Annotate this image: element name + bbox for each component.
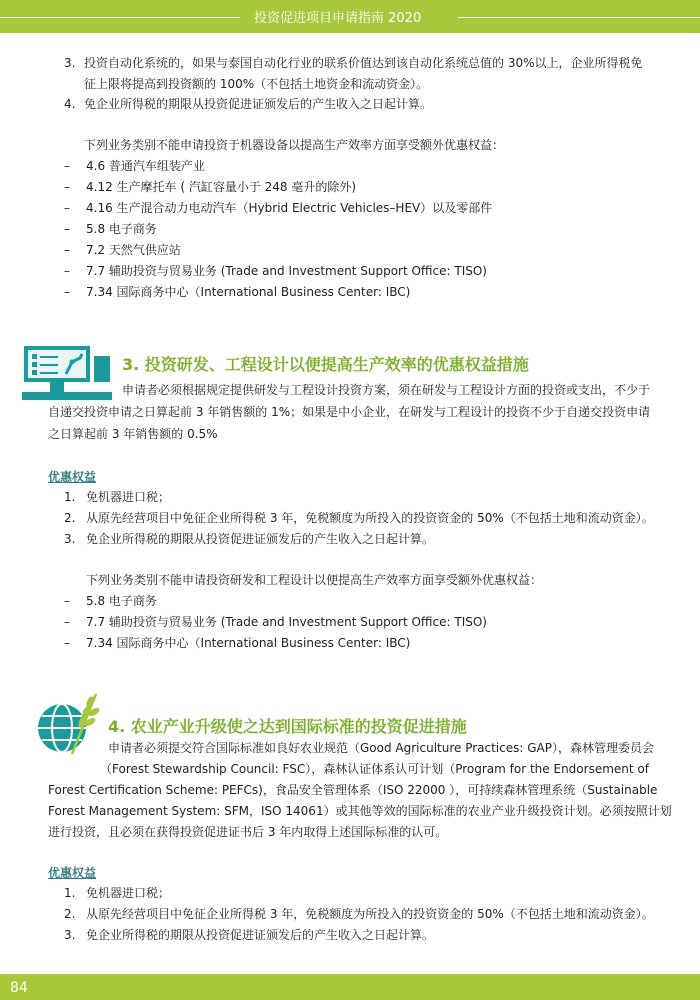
benefit-item: 免企业所得税的期限从投资促进证颁发后的产生收入之日起计算。 bbox=[86, 532, 435, 546]
dash-bullet: – bbox=[64, 594, 70, 608]
exclusion-intro: 下列业务类别不能申请投资研发和工程设计以便提高生产效率方面享受额外优惠权益： bbox=[86, 573, 543, 587]
dash-bullet: – bbox=[64, 243, 70, 257]
section4-desc: 进行投资，且必须在获得投资促进证书后 3 年内取得上述国际标准的认可。 bbox=[48, 825, 448, 839]
dash-bullet: – bbox=[64, 201, 70, 215]
dash-bullet: – bbox=[64, 285, 70, 299]
header-bar bbox=[0, 0, 700, 33]
dash-bullet: – bbox=[64, 636, 70, 650]
header-rule-left bbox=[0, 17, 240, 18]
section4-title: 4. 农业产业升级使之达到国际标准的投资促进措施 bbox=[108, 717, 467, 736]
computer-robot-icon bbox=[22, 344, 112, 402]
section4-desc: Forest Management System: SFM，ISO 14061）或其他等效的国际标准的农业产业升级投资计划。必须按照计划 bbox=[48, 804, 672, 818]
section3-title: 3. 投资研发、工程设计以便提高生产效率的优惠权益措施 bbox=[122, 355, 529, 374]
benefit-item: 免机器进口税； bbox=[86, 490, 171, 504]
page-number: 84 bbox=[10, 980, 28, 996]
excluded-item: 5.8 电子商务 bbox=[86, 594, 157, 608]
section4-desc: Forest Certification Scheme: PEFCs)，食品安全管理体系（ISO 22000 ），可持续森林管理系统（Sustainable bbox=[48, 783, 658, 797]
excluded-item: 4.12 生产摩托车 ( 汽缸容量小于 248 毫升的除外) bbox=[86, 180, 357, 194]
excluded-item: 7.2 天然气供应站 bbox=[86, 243, 181, 257]
list-number: 2. bbox=[64, 511, 76, 525]
excluded-item: 4.6 普通汽车组装产业 bbox=[86, 159, 205, 173]
list-number: 3. bbox=[64, 928, 76, 942]
section4-desc: 申请者必须提交符合国际标准如良好农业规范（Good Agriculture Practices: GAP），森林管理委员会 bbox=[108, 741, 655, 755]
section4-benefits-heading: 优惠权益 bbox=[48, 866, 97, 880]
globe-wheat-icon bbox=[34, 688, 100, 760]
excluded-item: 4.16 生产混合动力电动汽车（Hybrid Electric Vehicles–HEV）以及零部件 bbox=[86, 201, 493, 215]
list-number: 3. bbox=[64, 56, 76, 70]
section3-benefits-heading: 优惠权益 bbox=[48, 470, 97, 484]
list-text: 投资自动化系统的，如果与泰国自动化行业的联系价值达到该自动化系统总值的 30%以上，企业所得税免 bbox=[84, 56, 643, 70]
list-text: 免企业所得税的期限从投资促进证颁发后的产生收入之日起计算。 bbox=[84, 97, 433, 111]
dash-bullet: – bbox=[64, 159, 70, 173]
dash-bullet: – bbox=[64, 615, 70, 629]
section3-desc: 申请者必须根据规定提供研发与工程设计投资方案，须在研发与工程设计方面的投资或支出，不少于 bbox=[122, 383, 651, 397]
section3-desc: 自递交投资申请之日算起前 3 年销售额的 1%；如果是中小企业，在研发与工程设计的投资不少于自递交投资申请 bbox=[48, 405, 651, 419]
header-title: 投资促进项目申请指南 2020 bbox=[254, 11, 422, 26]
list-number: 1. bbox=[64, 886, 76, 900]
excluded-item: 7.7 辅助投资与贸易业务 (Trade and Investment Support Office: TISO) bbox=[86, 615, 487, 629]
excluded-item: 7.7 辅助投资与贸易业务 (Trade and Investment Support Office: TISO) bbox=[86, 264, 487, 278]
benefit-item: 免机器进口税； bbox=[86, 886, 171, 900]
section3-desc: 之日算起前 3 年销售额的 0.5% bbox=[48, 427, 218, 441]
benefit-item: 从原先经营项目中免征企业所得税 3 年，免税额度为所投入的投资资金的 50%（不包括土地和流动资金）。 bbox=[86, 907, 654, 921]
header-rule-right bbox=[458, 17, 700, 18]
excluded-item: 5.8 电子商务 bbox=[86, 222, 157, 236]
list-number: 2. bbox=[64, 907, 76, 921]
section4-desc: （Forest Stewardship Council: FSC），森林认证体系认可计划（Program for the Endorsement of bbox=[100, 762, 649, 776]
list-number: 1. bbox=[64, 490, 76, 504]
list-number: 3. bbox=[64, 532, 76, 546]
excluded-item: 7.34 国际商务中心（International Business Center: IBC) bbox=[86, 285, 411, 299]
dash-bullet: – bbox=[64, 222, 70, 236]
excluded-item: 7.34 国际商务中心（International Business Center: IBC) bbox=[86, 636, 411, 650]
list-text: 征上限将提高到投资额的 100%（不包括土地资金和流动资金）。 bbox=[84, 77, 429, 91]
benefit-item: 从原先经营项目中免征企业所得税 3 年，免税额度为所投入的投资资金的 50%（不包括土地和流动资金）。 bbox=[86, 511, 654, 525]
exclusion-intro: 下列业务类别不能申请投资于机器设备以提高生产效率方面享受额外优惠权益： bbox=[84, 138, 505, 152]
footer-bar bbox=[0, 974, 700, 1000]
list-number: 4. bbox=[64, 97, 76, 111]
dash-bullet: – bbox=[64, 180, 70, 194]
benefit-item: 免企业所得税的期限从投资促进证颁发后的产生收入之日起计算。 bbox=[86, 928, 435, 942]
dash-bullet: – bbox=[64, 264, 70, 278]
